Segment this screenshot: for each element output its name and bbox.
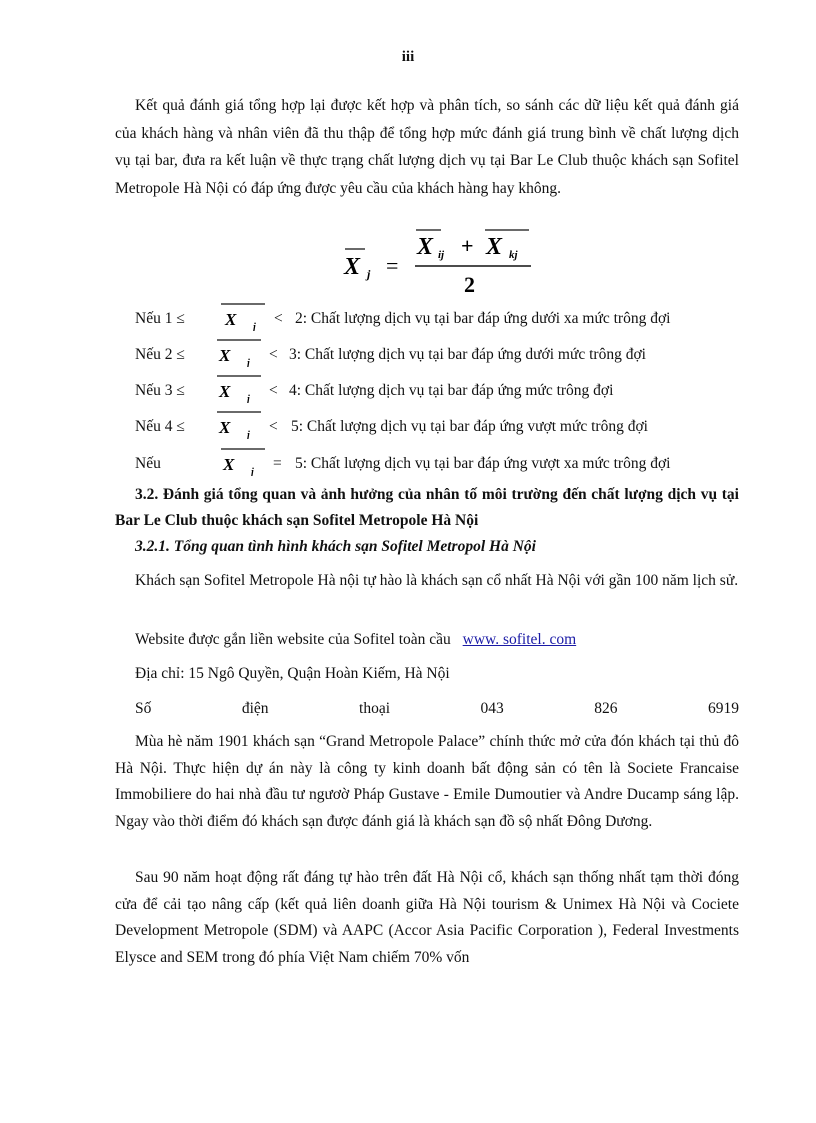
phone-number-part: 6919 <box>707 700 739 717</box>
formula-num-a: X <box>417 234 434 260</box>
phone-line <box>135 696 739 722</box>
phone-word: thoại <box>359 700 391 717</box>
section-heading: 3.2. Đánh giá tổng quan và ảnh hưởng của nhân tố môi trường đến chất lượng dịch vụ tại Bar Le Club thuộc khách sạn Sofitel Metropole Hà Nội <box>115 486 739 529</box>
formula-denominator: 2 <box>464 272 475 297</box>
svg-text:j: j <box>247 394 250 403</box>
condition-text: 4: Chất lượng dịch vụ tại bar đáp ứng mức trông đợi <box>289 382 614 399</box>
condition-text: 5: Chất lượng dịch vụ tại bar đáp ứng vượt xa mức trông đợi <box>295 455 671 472</box>
formula-lhs: X <box>344 254 361 280</box>
history-paragraph: Mùa hè năm 1901 khách sạn “Grand Metropole Palace” chính thức mở cửa đón khách tại thủ đô Hà Nội. Thực hiện dự án này là công ty kinh doanh bất động sản có tên là Societe Francaise Immobiliere do hai nhà đầu tư ngươờ Pháp Gustave - Emile Dumoutier và Andre Ducamp sáng lập. Ngay vào thời điểm đó khách sạn được đánh giá là khách sạn đồ sộ nhất Đông Dương. <box>115 733 739 830</box>
page-number: iii <box>401 49 415 65</box>
condition-variable <box>215 373 265 403</box>
subsection-heading: 3.2.1. Tổng quan tình hình khách sạn Sofitel Metropol Hà Nội <box>135 538 536 555</box>
condition-prefix: Nếu 2 ≤ <box>135 346 185 363</box>
condition-prefix: Nếu 3 ≤ <box>135 382 185 399</box>
condition-variable <box>219 446 269 476</box>
svg-text:j: j <box>253 322 256 331</box>
condition-prefix: Nếu <box>135 455 161 472</box>
svg-text:X: X <box>219 346 231 365</box>
formula-num-a-sub: ij <box>438 249 445 261</box>
svg-text:j: j <box>247 430 250 439</box>
phone-number-part: 826 <box>594 700 618 717</box>
formula-plus: + <box>461 233 474 258</box>
phone-word: điện <box>241 700 269 717</box>
formula-num-b: X <box>486 234 503 260</box>
condition-variable <box>215 337 265 367</box>
svg-text:X: X <box>223 455 235 474</box>
condition-operator: = <box>273 455 282 472</box>
website-line <box>135 627 576 653</box>
svg-text:X: X <box>219 418 231 437</box>
renovation-paragraph: Sau 90 năm hoạt động rất đáng tự hào trên đất Hà Nội cổ, khách sạn thống nhất tạm thời đóng cửa để cải tạo nâng cấp (kết quả liên doanh giữa Hà Nội tourism & Unimex Hà Nội và Cociete Development Metropole (SDM) và AAPC (Accor Asia Pacific Corporation ), Federal Investments Elysce and SEM trong đó phía Việt Nam chiếm 70% vốn <box>115 869 739 966</box>
condition-operator: < <box>269 418 278 435</box>
condition-operator: < <box>274 310 283 327</box>
condition-prefix: Nếu 4 ≤ <box>135 418 185 435</box>
svg-text:X: X <box>219 382 231 401</box>
condition-operator: < <box>269 346 278 363</box>
website-link[interactable]: www. sofitel. com <box>462 631 577 648</box>
address-line: Địa chỉ: 15 Ngô Quyền, Quận Hoàn Kiếm, Hà Nội <box>135 665 450 682</box>
formula-num-b-sub: kj <box>509 249 518 261</box>
phone-number-part: 043 <box>480 700 504 717</box>
formula-equals: = <box>386 253 399 278</box>
condition-text: 3: Chất lượng dịch vụ tại bar đáp ứng dưới mức trông đợi <box>289 346 646 363</box>
hotel-intro-paragraph: Khách sạn Sofitel Metropole Hà nội tự hào là khách sạn cổ nhất Hà Nội với gần 100 năm lịch sử. <box>135 572 739 589</box>
website-label: Website được gắn liền website của Sofitel toàn cầu <box>135 631 451 648</box>
condition-variable <box>217 301 267 331</box>
condition-text: 5: Chất lượng dịch vụ tại bar đáp ứng vượt mức trông đợi <box>291 418 648 435</box>
svg-text:j: j <box>251 467 254 476</box>
mean-formula <box>335 226 545 298</box>
intro-paragraph: Kết quả đánh giá tổng hợp lại được kết hợp và phân tích, so sánh các dữ liệu kết quả đánh giá của khách hàng và nhân viên đã thu thập để tổng hợp mức đánh giá trung bình về chất lượng dịch vụ tại bar, đưa ra kết luận về thực trạng chất lượng dịch vụ tại Bar Le Club thuộc khách sạn Sofitel Metropole Hà Nội có đáp ứng được yêu cầu của khách hàng hay không. <box>115 97 739 197</box>
condition-text: 2: Chất lượng dịch vụ tại bar đáp ứng dưới xa mức trông đợi <box>295 310 671 327</box>
formula-lhs-sub: j <box>367 267 371 281</box>
condition-operator: < <box>269 382 278 399</box>
condition-prefix: Nếu 1 ≤ <box>135 310 185 327</box>
svg-text:X: X <box>225 310 237 329</box>
svg-text:j: j <box>247 358 250 367</box>
condition-variable <box>215 409 265 439</box>
phone-word: Số <box>135 700 152 717</box>
